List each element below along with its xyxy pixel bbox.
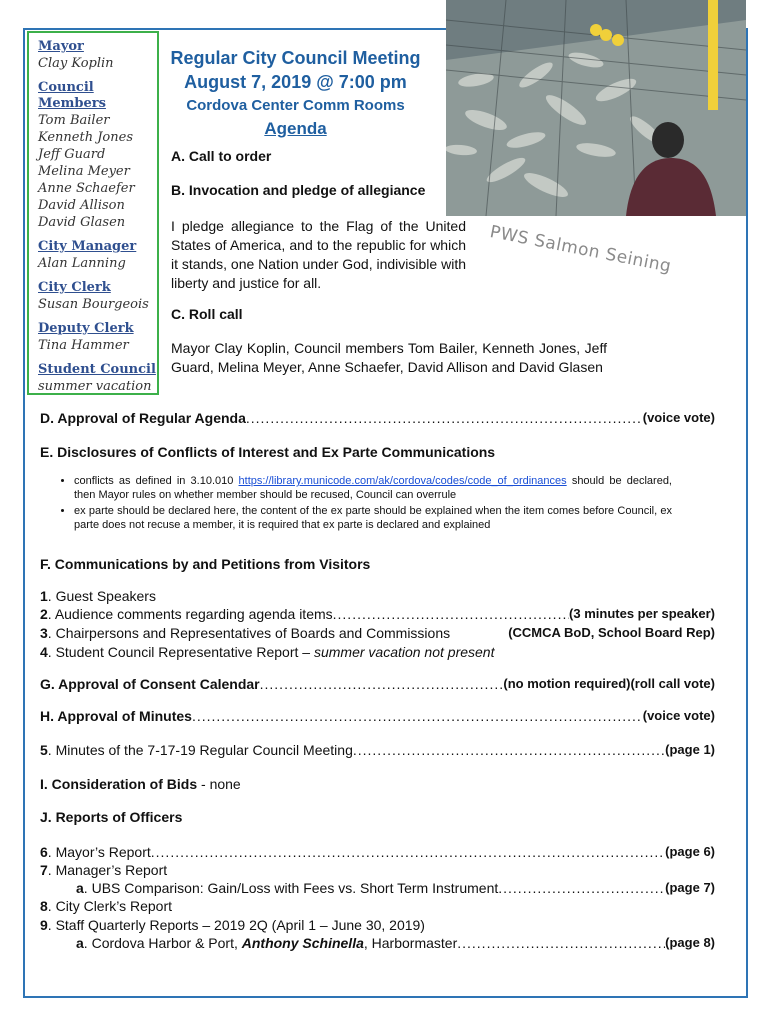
salmon-seining-photo (446, 0, 746, 216)
item-number: 2 (40, 606, 48, 622)
leader-dots (457, 935, 665, 951)
list-item: • ex parte should be declared here, the content of the ex parte should be explained when the item comes before Council, ex parte does not recuse a member, it is required that ex parte is declared and explained (74, 504, 672, 532)
item-note: (CCMCA BoD, School Board Rep) (508, 625, 715, 640)
leader-dots (192, 708, 643, 724)
f-item-2: 2. Audience comments regarding agenda items ..... (3 minutes per speaker) (40, 606, 715, 622)
f-item-3: 3. Chairpersons and Representatives of Boards and Commissions (CCMCA BoD, School Board Rep) (40, 625, 715, 641)
j-item-6: 6. Mayor’s Report ..... (page 6) (40, 844, 715, 860)
council-member: David Glasen (38, 215, 126, 230)
item-emphasis: summer vacation not present (313, 644, 495, 660)
meeting-header (163, 46, 428, 140)
section-b-invocation: B. Invocation and pledge of allegiance (171, 182, 426, 198)
roll-call-text: Mayor Clay Koplin, Council members Tom Bailer, Kenneth Jones, Jeff Guard, Melina Meyer, Anne Schaefer, David Allison and David Glasen (171, 340, 607, 375)
item-text: Cordova Harbor & Port, (91, 935, 242, 951)
municode-link[interactable]: https://library.municode.com/ak/cordova/codes/code_of_ordinances (238, 475, 567, 487)
section-d-note: (voice vote) (642, 410, 715, 425)
item-text: Chairpersons and Representatives of Boards and Commissions (55, 625, 451, 641)
section-f-communications: F. Communications by and Petitions from Visitors (40, 556, 371, 572)
item-text: UBS Comparison: Gain/Loss with Fees vs. Short Term Instrument (91, 880, 499, 896)
section-h-note: (voice vote) (642, 708, 715, 723)
mayor-name: Clay Koplin (38, 56, 114, 71)
j-item-9a: a. Cordova Harbor & Port, Anthony Schinella, Harbormaster ..... (page 8) (76, 935, 715, 951)
council-member: Tom Bailer (38, 113, 110, 128)
clerk-title: City Clerk (38, 280, 111, 295)
f-item-1: 1. Guest Speakers (40, 588, 156, 604)
meeting-location: Cordova Center Comm Rooms (186, 97, 405, 114)
leader-dots (246, 410, 643, 426)
item-number: 3 (40, 625, 48, 641)
section-j-reports: J. Reports of Officers (40, 809, 183, 825)
item-number: 8 (40, 898, 48, 914)
student-council-status: summer vacation (38, 379, 152, 394)
council-member: Kenneth Jones (38, 130, 133, 145)
council-title: Council Members (38, 80, 106, 111)
section-g-note: (no motion required)(roll call vote) (503, 676, 715, 691)
item-number: 9 (40, 917, 48, 933)
item-text: Student Council Representative Report – (55, 644, 314, 660)
h-item-5: 5. Minutes of the 7-17-19 Regular Council Meeting ..... (page 1) (40, 742, 715, 758)
item-text: Audience comments regarding agenda items (54, 606, 333, 622)
list-item (74, 474, 672, 502)
meeting-title: Regular City Council Meeting (170, 48, 421, 68)
council-member: David Allison (38, 198, 125, 213)
clerk-name: Susan Bourgeois (38, 297, 149, 312)
item-text-cont: , Harbormaster (363, 935, 458, 951)
item-text: Mayor’s Report (55, 844, 151, 860)
item-text: Staff Quarterly Reports – 2019 2Q (April 1 – June 30, 2019) (55, 917, 425, 933)
item-number: 4 (40, 644, 48, 660)
item-number: 6 (40, 844, 48, 860)
item-note: (3 minutes per speaker) (569, 606, 715, 621)
section-i-bids (40, 776, 241, 792)
leader-dots (498, 880, 665, 896)
item-note: (page 6) (665, 844, 715, 859)
leader-dots (353, 742, 665, 758)
section-i-label: I. Consideration of Bids (40, 776, 198, 792)
item-text: Manager’s Report (55, 862, 168, 878)
section-e-disclosures: E. Disclosures of Conflicts of Interest and Ex Parte Communications (40, 444, 496, 460)
section-i-rest: - none (197, 776, 241, 792)
officers-box (27, 31, 159, 395)
section-h-label: H. Approval of Minutes (40, 708, 192, 724)
council-member: Melina Meyer (38, 164, 130, 179)
j-item-8: 8. City Clerk’s Report (40, 898, 173, 914)
pledge-text: I pledge allegiance to the Flag of the United States of America, and to the republic for which it stands, one Nation under God, indivisible with liberty and justice for all. (171, 218, 466, 291)
item-letter: a (76, 880, 84, 896)
j-item-9: 9. Staff Quarterly Reports – 2019 2Q (April 1 – June 30, 2019) (40, 917, 425, 933)
manager-title: City Manager (38, 239, 137, 254)
item-note: (page 1) (665, 742, 715, 757)
leader-dots (333, 606, 569, 622)
student-council-title: Student Council (38, 362, 156, 377)
mayor-title: Mayor (38, 39, 84, 54)
section-c-roll-call: C. Roll call (171, 306, 243, 322)
section-g-label: G. Approval of Consent Calendar (40, 676, 260, 692)
item-note: (page 7) (665, 880, 715, 895)
harbormaster-name: Anthony Schinella (241, 935, 364, 951)
disclosure-list (58, 474, 672, 534)
item-text: Minutes of the 7-17-19 Regular Council Meeting (55, 742, 353, 758)
photo-caption: PWS Salmon Seining (488, 222, 673, 277)
section-d-approval-agenda (40, 410, 715, 426)
section-g-consent-calendar (40, 676, 715, 692)
item-note: (page 8) (665, 935, 715, 950)
section-h-minutes (40, 708, 715, 724)
j-item-7a: a. UBS Comparison: Gain/Loss with Fees vs. Short Term Instrument ..... (page 7) (76, 880, 715, 896)
manager-name: Alan Lanning (38, 256, 126, 271)
council-member: Jeff Guard (38, 147, 106, 162)
deputy-clerk-title: Deputy Clerk (38, 321, 134, 336)
council-member: Anne Schaefer (38, 181, 135, 196)
section-d-label: D. Approval of Regular Agenda (40, 410, 246, 426)
leader-dots (151, 844, 665, 860)
item-letter: a (76, 935, 84, 951)
item-text: Guest Speakers (55, 588, 156, 604)
j-item-7: 7. Manager’s Report (40, 862, 168, 878)
conflicts-text-cont: should be declared, then Mayor rules on whether member should be recused, Council can overrule (74, 475, 672, 501)
meeting-date: August 7, 2019 @ 7:00 pm (184, 72, 407, 92)
item-number: 7 (40, 862, 48, 878)
agenda-heading: Agenda (264, 119, 327, 138)
f-item-4: 4. Student Council Representative Report – summer vacation not present (40, 644, 495, 660)
item-number: 1 (40, 588, 48, 604)
item-text: City Clerk’s Report (55, 898, 173, 914)
conflicts-text: conflicts as defined in 3.10.010 (74, 475, 234, 487)
section-a-call-to-order: A. Call to order (171, 148, 272, 164)
item-number: 5 (40, 742, 48, 758)
leader-dots (260, 676, 504, 692)
deputy-clerk-name: Tina Hammer (38, 338, 129, 353)
